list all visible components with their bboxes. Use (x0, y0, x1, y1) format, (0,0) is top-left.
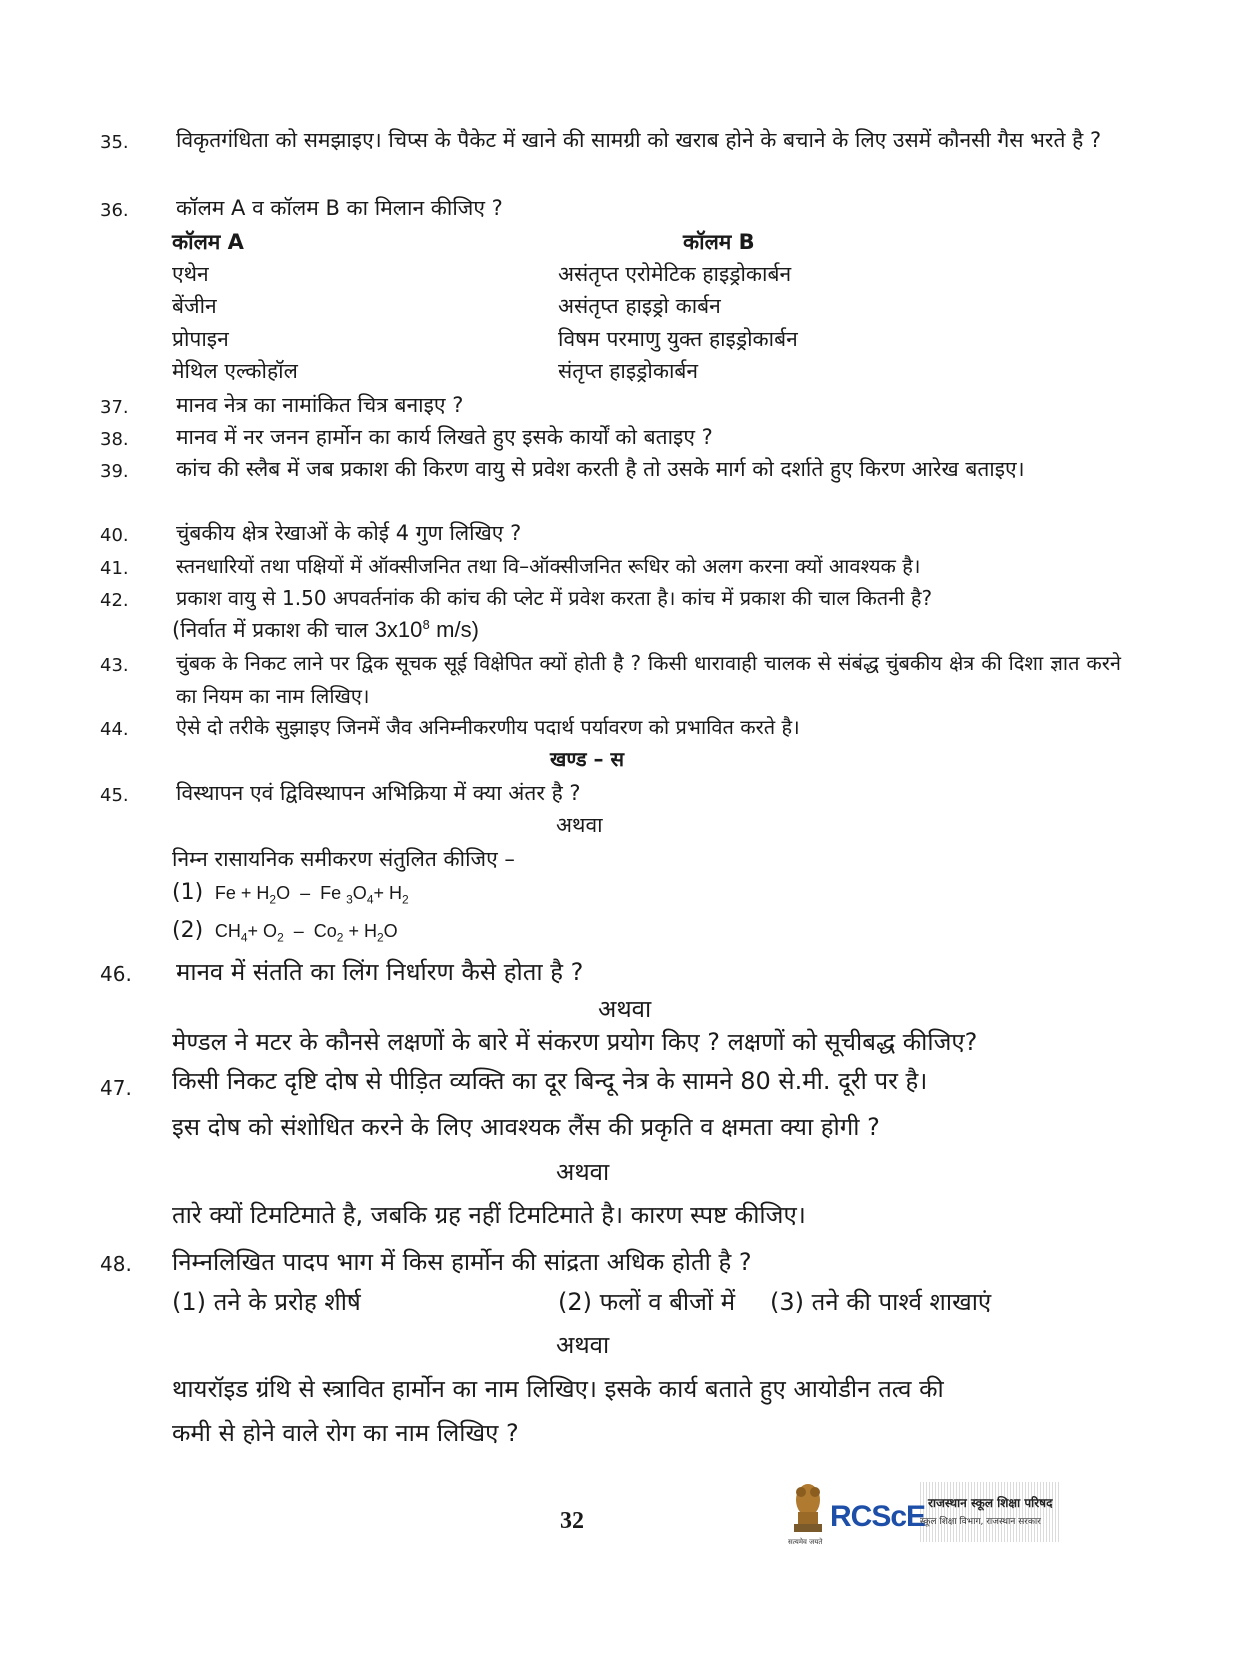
column-a-item: मेथिल एल्कोहॉल (172, 359, 298, 383)
alternate-question-continued: कमी से होने वाले रोग का नाम लिखिए ? (172, 1419, 519, 1447)
question-text: किसी निकट दृष्टि दोष से पीड़ित व्यक्ति का दूर बिन्दू नेत्र के सामने 80 से.मी. दूरी पर है। (172, 1067, 928, 1095)
question-number: 44. (100, 719, 129, 740)
question-number: 43. (100, 655, 129, 676)
or-label: अथवा (556, 1331, 610, 1359)
question-number: 40. (100, 525, 129, 546)
question-text: चुंबक के निकट लाने पर द्विक सूचक सूई विक्षेपित क्यों होती है ? किसी धारावाही चालक से संबंद्ध चुंबकीय क्षेत्र की दिशा ज्ञात करने का नियम का नाम लिखिए। (176, 651, 1121, 708)
alternate-question: निम्न रासायनिक समीकरण संतुलित कीजिए – (172, 847, 515, 871)
or-label: अथवा (556, 813, 603, 837)
question-number: 48. (100, 1252, 132, 1276)
question-number: 46. (100, 962, 132, 986)
question-text: चुंबकीय क्षेत्र रेखाओं के कोई 4 गुण लिखिए ? (176, 521, 522, 545)
question-text: ऐसे दो तरीके सुझाइए जिनमें जैव अनिम्नीकरणीय पदार्थ पर्यावरण को प्रभावित करते है। (176, 715, 800, 739)
column-b-item: असंतृप्त एरोमेटिक हाइड्रोकार्बन (558, 262, 792, 286)
section-heading: खण्ड – स (550, 747, 625, 771)
organization-subtitle: स्कूल शिक्षा विभाग, राजस्थान सरकार (920, 1517, 1041, 1527)
column-b-heading: कॉलम B (683, 230, 755, 254)
question-number: 35. (100, 132, 129, 153)
alternate-question: थायरॉइड ग्रंथि से स्त्रावित हार्मोन का नाम लिखिए। इसके कार्य बताते हुए आयोडीन तत्व की (172, 1375, 944, 1403)
column-b-item: संतृप्त हाइड्रोकार्बन (558, 359, 699, 383)
national-emblem-icon (790, 1480, 826, 1536)
question-number: 41. (100, 558, 129, 579)
column-a-item: बेंजीन (172, 294, 217, 318)
speed-of-light-note: (निर्वात में प्रकाश की चाल $3x10^8$ m/s) (172, 617, 479, 642)
option-1: (1) तने के प्ररोह शीर्ष (172, 1288, 361, 1316)
question-number: 45. (100, 785, 129, 806)
question-text: मानव नेत्र का नामांकित चित्र बनाइए ? (176, 393, 464, 417)
alternate-question: मेण्डल ने मटर के कौनसे लक्षणों के बारे में संकरण प्रयोग किए ? लक्षणों को सूचीबद्ध कीजिए? (172, 1028, 978, 1056)
or-label: अथवा (556, 1158, 610, 1186)
question-text-continued: इस दोष को संशोधित करने के लिए आवश्यक लैंस की प्रकृति व क्षमता क्या होगी ? (172, 1113, 880, 1141)
question-text: मानव में संतति का लिंग निर्धारण कैसे होता है ? (176, 958, 584, 986)
question-text: मानव में नर जनन हार्मोन का कार्य लिखते हुए इसके कार्यों को बताइए ? (176, 425, 713, 449)
logo-text: RCScE (830, 1500, 926, 1533)
column-a-heading: कॉलम A (172, 230, 244, 254)
question-number: 38. (100, 429, 129, 450)
rcsce-logo (790, 1480, 1060, 1550)
question-text: विस्थापन एवं द्विविस्थापन अभिक्रिया में क्या अंतर है ? (176, 781, 581, 805)
option-3: (3) तने की पार्श्व शाखाएं (770, 1288, 992, 1316)
question-number: 47. (100, 1076, 132, 1100)
question-text: प्रकाश वायु से 1.50 अपवर्तनांक की कांच की प्लेट में प्रवेश करता है। कांच में प्रकाश की चाल कितनी है? (176, 586, 933, 610)
logo-stripes (920, 1482, 1060, 1542)
question-number: 42. (100, 590, 129, 611)
equation-2: (2) $CH_4+ O_2 - Co_2 + H_2O$ (172, 918, 398, 945)
question-text: कांच की स्लैब में जब प्रकाश की किरण वायु से प्रवेश करती है तो उसके मार्ग को दर्शाते हुए किरण आरेख बताइए। (176, 457, 1025, 481)
or-label: अथवा (598, 995, 652, 1023)
question-text: निम्नलिखित पादप भाग में किस हार्मोन की सांद्रता अधिक होती है ? (172, 1248, 752, 1276)
column-a-item: प्रोपाइन (172, 327, 229, 351)
column-b-item: विषम परमाणु युक्त हाइड्रोकार्बन (558, 327, 798, 351)
question-text: कॉलम A व कॉलम B का मिलान कीजिए ? (176, 196, 503, 220)
alternate-question: तारे क्यों टिमटिमाते है, जबकि ग्रह नहीं टिमटिमाते है। कारण स्पष्ट कीजिए। (172, 1201, 806, 1229)
question-text: स्तनधारियों तथा पक्षियों में ऑक्सीजनित तथा वि–ऑक्सीजनित रूधिर को अलग करना क्यों आवश्यक है। (176, 554, 921, 578)
column-a-item: एथेन (172, 262, 209, 286)
question-text: विकृतगंधिता को समझाइए। चिप्स के पैकेट में खाने की सामग्री को खराब होने के बचाने के लिए उसमें कौनसी गैस भरते है ? (176, 128, 1102, 152)
emblem-caption: सत्यमेव जयते (788, 1538, 823, 1546)
column-b-item: असंतृप्त हाइड्रो कार्बन (558, 294, 721, 318)
equation-1: (1) $Fe + H_2O - Fe$ $_3O_4+ H_2$ (172, 880, 409, 907)
organization-name: राजस्थान स्कूल शिक्षा परिषद (928, 1496, 1053, 1510)
question-number: 37. (100, 397, 129, 418)
question-number: 36. (100, 200, 129, 221)
page-number: 32 (560, 1508, 584, 1534)
option-2: (2) फलों व बीजों में (558, 1288, 736, 1316)
question-number: 39. (100, 461, 129, 482)
